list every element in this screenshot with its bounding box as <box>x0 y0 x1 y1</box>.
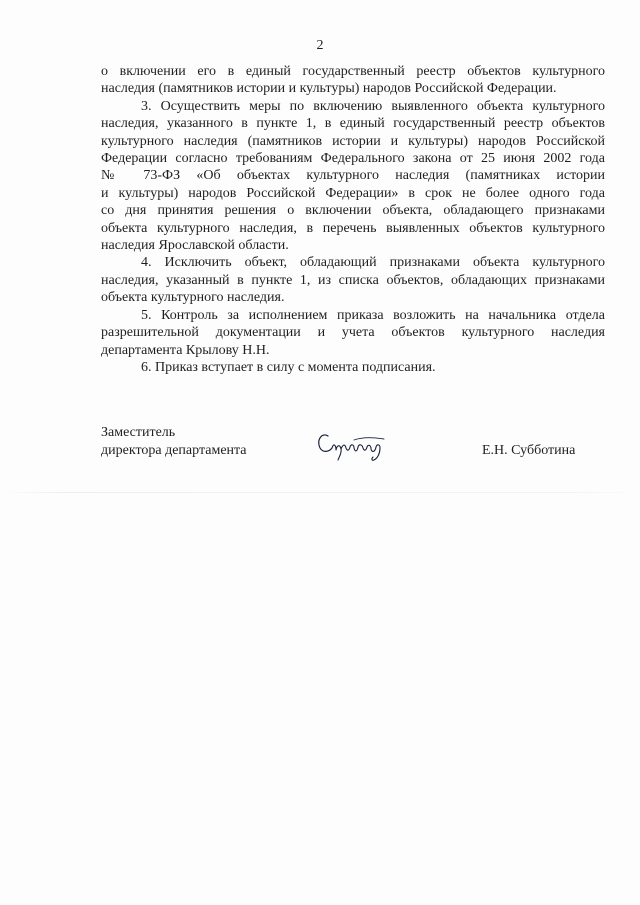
scan-artifact-line <box>0 492 640 493</box>
paragraph-line: объекта культурного наследия, в перечень выявленных объектов культурного <box>101 220 605 236</box>
paragraph-line: 3. Осуществить меры по включению выявленного объекта культурного <box>141 98 605 114</box>
signatory-title-line: директора департамента <box>101 442 247 458</box>
paragraph-line: 6. Приказ вступает в силу с момента подписания. <box>141 359 436 375</box>
paragraph-line: о включении его в единый государственный реестр объектов культурного <box>101 64 605 79</box>
paragraph-line: № 73-ФЗ «Об объектах культурного наследия (памятниках истории <box>101 168 605 184</box>
signatory-name: Е.Н. Субботина <box>482 442 576 458</box>
signature-block <box>101 424 605 464</box>
paragraph-line: наследия, указанный в пункте 1, из списка объектов, обладающих признаками <box>101 272 605 288</box>
paragraph-line: культурного наследия (памятников истории и культуры) народов Российской <box>101 133 605 149</box>
paragraph-line: наследия, указанного в пункте 1, в единый государственный реестр объектов <box>101 116 605 132</box>
paragraph-line: разрешительной документации и учета объектов культурного наследия <box>101 325 605 341</box>
handwritten-signature <box>314 426 394 462</box>
paragraph-line: объекта культурного наследия. <box>101 290 285 306</box>
paragraph-line: 5. Контроль за исполнением приказа возложить на начальника отдела <box>141 307 605 323</box>
page-number: 2 <box>316 38 324 53</box>
signatory-title-line: Заместитель <box>101 425 176 440</box>
paragraph-line: и культуры) народов Российской Федерации» в срок не более одного года <box>101 185 605 201</box>
document-body <box>101 63 605 376</box>
paragraph-line: Федерации согласно требованиям Федерального закона от 25 июня 2002 года <box>101 151 605 167</box>
signatory-title <box>101 424 247 459</box>
paragraph-line: наследия (памятников истории и культуры) народов Российской Федерации. <box>101 81 557 97</box>
paragraph-line: департамента Крылову Н.Н. <box>101 342 270 358</box>
paragraph-line: 4. Исключить объект, обладающий признаками объекта культурного <box>141 255 605 271</box>
paragraph-line: наследия Ярославской области. <box>101 238 289 254</box>
paragraph-line: со дня принятия решения о включении объекта, обладающего признаками <box>101 203 605 219</box>
